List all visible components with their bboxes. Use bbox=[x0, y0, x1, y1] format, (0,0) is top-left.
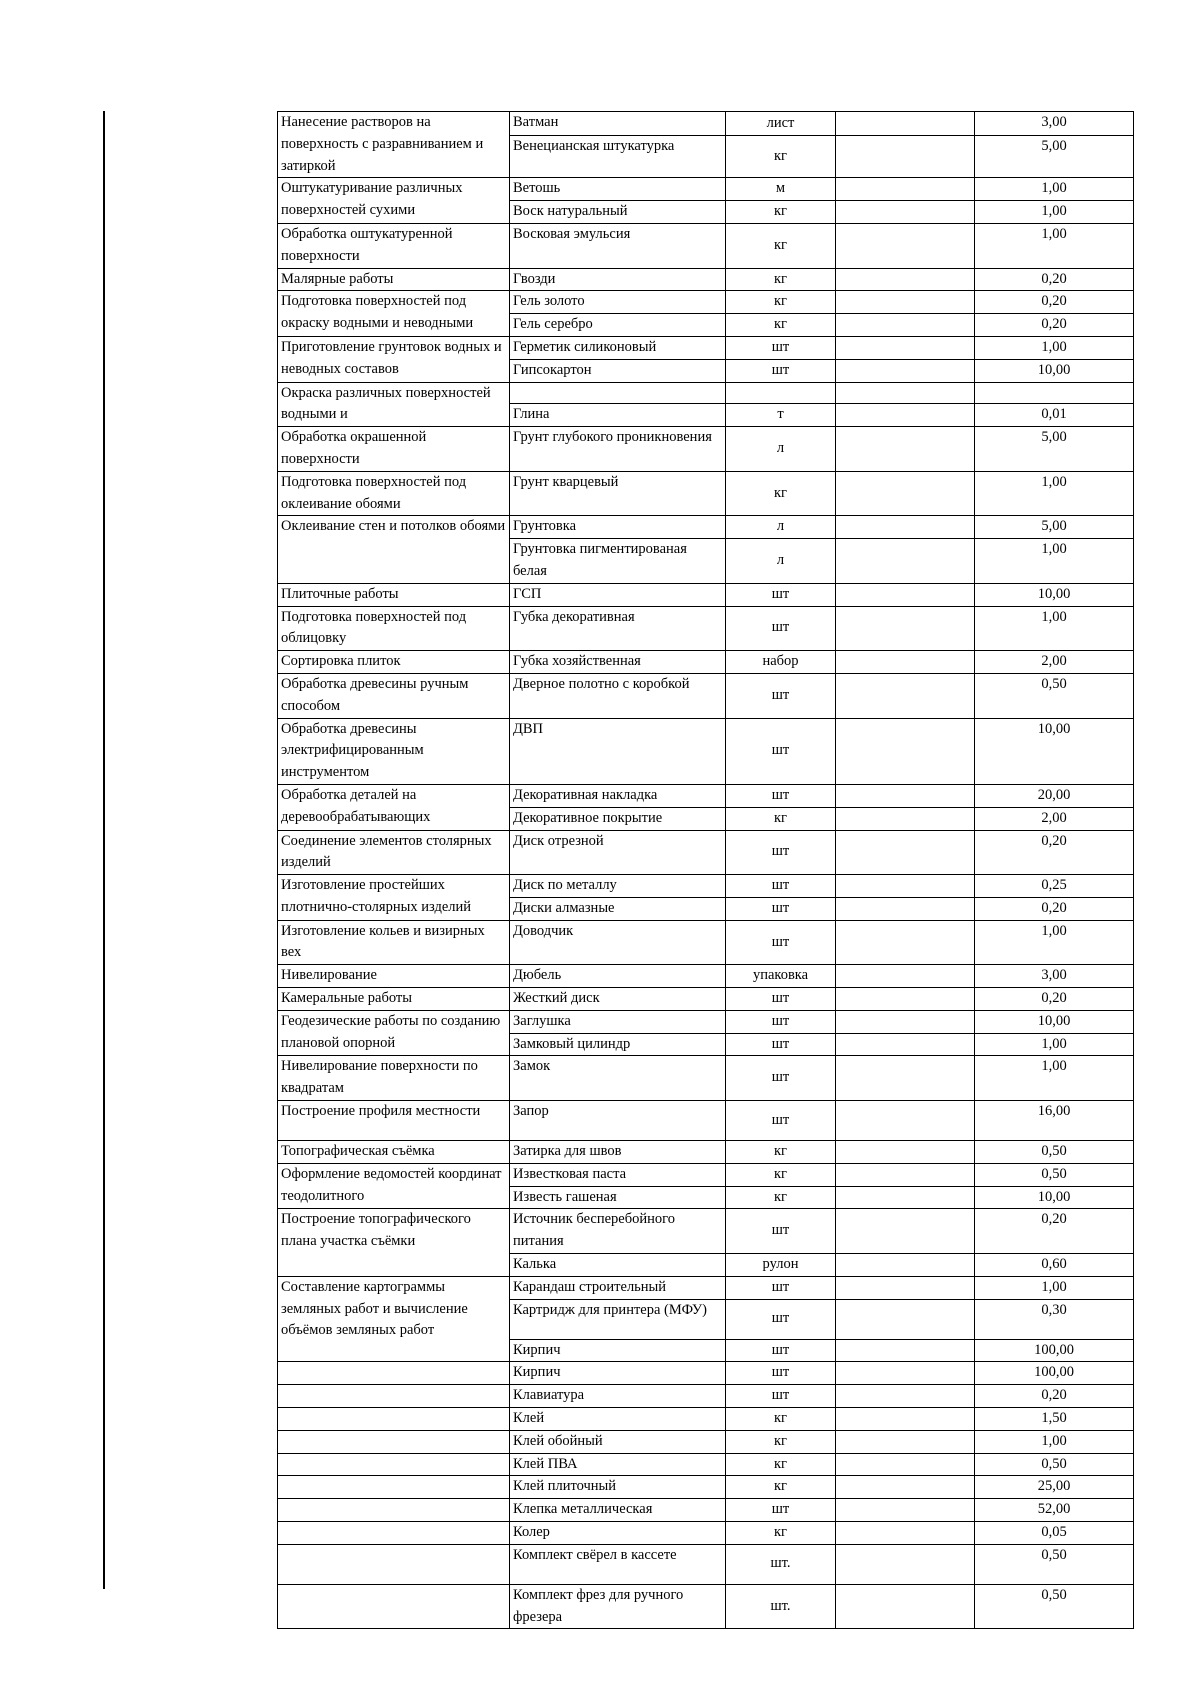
work-type-cell bbox=[278, 1544, 510, 1584]
material-name-cell: Грунт глубокого проникновения bbox=[510, 427, 726, 472]
unit-cell: шт bbox=[726, 875, 836, 898]
work-type-cell: Обработка оштукатуренной поверхности bbox=[278, 223, 510, 268]
material-name-cell: Губка хозяйственная bbox=[510, 651, 726, 674]
empty-cell bbox=[836, 291, 975, 314]
quantity-cell: 0,50 bbox=[975, 1163, 1134, 1186]
unit-cell: шт bbox=[726, 830, 836, 875]
quantity-cell: 20,00 bbox=[975, 784, 1134, 807]
empty-cell bbox=[836, 1499, 975, 1522]
empty-cell bbox=[836, 1584, 975, 1629]
empty-cell bbox=[836, 606, 975, 651]
work-type-cell bbox=[278, 1522, 510, 1545]
material-name-cell: Венецианская штукатурка bbox=[510, 136, 726, 178]
unit-cell: кг bbox=[726, 314, 836, 337]
unit-cell: шт bbox=[726, 673, 836, 718]
work-type-cell: Соединение элементов столярных изделий bbox=[278, 830, 510, 875]
table-row bbox=[278, 606, 1134, 651]
unit-cell: кг bbox=[726, 1408, 836, 1431]
work-type-cell: Нивелирование поверхности по квадратам bbox=[278, 1056, 510, 1101]
empty-cell bbox=[836, 1186, 975, 1209]
unit-cell: рулон bbox=[726, 1254, 836, 1277]
work-type-cell: Обработка древесины электрифицированным инструментом bbox=[278, 718, 510, 784]
quantity-cell: 1,00 bbox=[975, 471, 1134, 516]
work-type-cell bbox=[278, 1453, 510, 1476]
work-type-cell bbox=[278, 1476, 510, 1499]
unit-cell: шт bbox=[726, 1362, 836, 1385]
work-type-cell: Камеральные работы bbox=[278, 988, 510, 1011]
material-name-cell: Диски алмазные bbox=[510, 897, 726, 920]
quantity-cell: 25,00 bbox=[975, 1476, 1134, 1499]
empty-cell bbox=[836, 1254, 975, 1277]
empty-cell bbox=[836, 403, 975, 426]
material-name-cell: Грунтовка пигментированая белая bbox=[510, 539, 726, 584]
material-name-cell: Воск натуральный bbox=[510, 201, 726, 224]
unit-cell: шт. bbox=[726, 1544, 836, 1584]
unit-cell: шт bbox=[726, 583, 836, 606]
unit-cell: шт bbox=[726, 718, 836, 784]
table-row bbox=[278, 1453, 1134, 1476]
empty-cell bbox=[836, 784, 975, 807]
empty-cell bbox=[836, 1209, 975, 1254]
quantity-cell: 10,00 bbox=[975, 1186, 1134, 1209]
material-name-cell: Диск по металлу bbox=[510, 875, 726, 898]
work-type-cell bbox=[278, 1408, 510, 1431]
table-row bbox=[278, 718, 1134, 784]
unit-cell: т bbox=[726, 403, 836, 426]
unit-cell: кг bbox=[726, 201, 836, 224]
quantity-cell: 10,00 bbox=[975, 718, 1134, 784]
table-row bbox=[278, 1499, 1134, 1522]
unit-cell: кг bbox=[726, 807, 836, 830]
work-type-cell: Оформление ведомостей координат теодолитного bbox=[278, 1163, 510, 1209]
material-name-cell: Гвозди bbox=[510, 268, 726, 291]
unit-cell: шт bbox=[726, 1385, 836, 1408]
quantity-cell: 100,00 bbox=[975, 1339, 1134, 1362]
material-name-cell bbox=[510, 382, 726, 403]
quantity-cell: 0,01 bbox=[975, 403, 1134, 426]
table-row bbox=[278, 268, 1134, 291]
quantity-cell: 52,00 bbox=[975, 1499, 1134, 1522]
material-name-cell: Замковый цилиндр bbox=[510, 1033, 726, 1056]
material-name-cell: Кирпич bbox=[510, 1339, 726, 1362]
table-row bbox=[278, 112, 1134, 136]
table-row bbox=[278, 875, 1134, 898]
quantity-cell: 10,00 bbox=[975, 583, 1134, 606]
table-row bbox=[278, 830, 1134, 875]
material-name-cell: Ватман bbox=[510, 112, 726, 136]
empty-cell bbox=[836, 1056, 975, 1101]
quantity-cell: 0,20 bbox=[975, 291, 1134, 314]
work-type-cell: Изготовление простейших плотнично-столярных изделий bbox=[278, 875, 510, 921]
empty-cell bbox=[836, 583, 975, 606]
quantity-cell: 0,50 bbox=[975, 1584, 1134, 1629]
empty-cell bbox=[836, 1010, 975, 1033]
empty-cell bbox=[836, 539, 975, 584]
empty-cell bbox=[836, 314, 975, 337]
empty-cell bbox=[836, 201, 975, 224]
table-row bbox=[278, 1385, 1134, 1408]
table-row bbox=[278, 471, 1134, 516]
quantity-cell: 0,20 bbox=[975, 1209, 1134, 1254]
empty-cell bbox=[836, 875, 975, 898]
quantity-cell: 5,00 bbox=[975, 136, 1134, 178]
material-name-cell: Известковая паста bbox=[510, 1163, 726, 1186]
work-type-cell: Построение топографического плана участка съёмки bbox=[278, 1209, 510, 1276]
table-row bbox=[278, 1476, 1134, 1499]
quantity-cell: 1,00 bbox=[975, 1430, 1134, 1453]
work-type-cell bbox=[278, 1584, 510, 1629]
unit-cell: шт bbox=[726, 606, 836, 651]
unit-cell: шт bbox=[726, 1339, 836, 1362]
unit-cell: кг bbox=[726, 471, 836, 516]
work-type-cell: Топографическая съёмка bbox=[278, 1141, 510, 1164]
table-row bbox=[278, 223, 1134, 268]
unit-cell: набор bbox=[726, 651, 836, 674]
empty-cell bbox=[836, 382, 975, 403]
quantity-cell: 10,00 bbox=[975, 1010, 1134, 1033]
work-type-cell: Обработка древесины ручным способом bbox=[278, 673, 510, 718]
unit-cell bbox=[726, 382, 836, 403]
quantity-cell: 0,20 bbox=[975, 897, 1134, 920]
unit-cell: кг bbox=[726, 268, 836, 291]
table-row bbox=[278, 427, 1134, 472]
work-type-cell: Составление картограммы земляных работ и вычисление объёмов земляных работ bbox=[278, 1276, 510, 1362]
work-type-cell: Плиточные работы bbox=[278, 583, 510, 606]
table-row bbox=[278, 178, 1134, 201]
empty-cell bbox=[836, 136, 975, 178]
material-name-cell: Гель золото bbox=[510, 291, 726, 314]
quantity-cell: 0,20 bbox=[975, 268, 1134, 291]
material-name-cell: Дверное полотно с коробкой bbox=[510, 673, 726, 718]
table-row bbox=[278, 920, 1134, 965]
table-row bbox=[278, 1010, 1134, 1033]
unit-cell: шт bbox=[726, 336, 836, 359]
empty-cell bbox=[836, 223, 975, 268]
material-name-cell: Гель серебро bbox=[510, 314, 726, 337]
table-row bbox=[278, 382, 1134, 403]
work-type-cell: Подготовка поверхностей под окраску водными и неводными bbox=[278, 291, 510, 337]
quantity-cell: 2,00 bbox=[975, 807, 1134, 830]
table-row bbox=[278, 583, 1134, 606]
material-name-cell: Дюбель bbox=[510, 965, 726, 988]
material-name-cell: Декоративное покрытие bbox=[510, 807, 726, 830]
material-name-cell: Клей ПВА bbox=[510, 1453, 726, 1476]
quantity-cell: 1,00 bbox=[975, 201, 1134, 224]
empty-cell bbox=[836, 1408, 975, 1431]
material-name-cell: Карандаш строительный bbox=[510, 1276, 726, 1299]
empty-cell bbox=[836, 471, 975, 516]
material-name-cell: Герметик силиконовый bbox=[510, 336, 726, 359]
material-name-cell: Кирпич bbox=[510, 1362, 726, 1385]
material-name-cell: Ветошь bbox=[510, 178, 726, 201]
work-type-cell: Геодезические работы по созданию плановой опорной bbox=[278, 1010, 510, 1056]
quantity-cell: 2,00 bbox=[975, 651, 1134, 674]
quantity-cell: 0,50 bbox=[975, 1544, 1134, 1584]
empty-cell bbox=[836, 897, 975, 920]
unit-cell: кг bbox=[726, 223, 836, 268]
unit-cell: шт bbox=[726, 920, 836, 965]
table-row bbox=[278, 1522, 1134, 1545]
table-row bbox=[278, 988, 1134, 1011]
table-row bbox=[278, 1163, 1134, 1186]
table-row bbox=[278, 1209, 1134, 1254]
work-type-cell bbox=[278, 1362, 510, 1385]
unit-cell: кг bbox=[726, 1163, 836, 1186]
empty-cell bbox=[836, 1276, 975, 1299]
material-name-cell: Калька bbox=[510, 1254, 726, 1277]
quantity-cell: 1,00 bbox=[975, 1056, 1134, 1101]
quantity-cell: 0,60 bbox=[975, 1254, 1134, 1277]
quantity-cell: 100,00 bbox=[975, 1362, 1134, 1385]
material-name-cell: Источник бесперебойного питания bbox=[510, 1209, 726, 1254]
work-type-cell bbox=[278, 1499, 510, 1522]
material-name-cell: Глина bbox=[510, 403, 726, 426]
empty-cell bbox=[836, 1522, 975, 1545]
unit-cell: кг bbox=[726, 1430, 836, 1453]
table-row bbox=[278, 673, 1134, 718]
quantity-cell: 1,00 bbox=[975, 539, 1134, 584]
unit-cell: л bbox=[726, 427, 836, 472]
empty-cell bbox=[836, 1339, 975, 1362]
empty-cell bbox=[836, 965, 975, 988]
material-name-cell: Восковая эмульсия bbox=[510, 223, 726, 268]
work-type-cell: Оштукатуривание различных поверхностей сухими bbox=[278, 178, 510, 224]
material-name-cell: Гипсокартон bbox=[510, 359, 726, 382]
empty-cell bbox=[836, 1453, 975, 1476]
unit-cell: шт bbox=[726, 1276, 836, 1299]
table-row bbox=[278, 1430, 1134, 1453]
left-margin-line bbox=[103, 111, 105, 1589]
unit-cell: кг bbox=[726, 1476, 836, 1499]
unit-cell: кг bbox=[726, 136, 836, 178]
table-row bbox=[278, 1276, 1134, 1299]
empty-cell bbox=[836, 920, 975, 965]
unit-cell: шт bbox=[726, 1033, 836, 1056]
unit-cell: шт bbox=[726, 1209, 836, 1254]
material-name-cell: Грунт кварцевый bbox=[510, 471, 726, 516]
quantity-cell: 0,20 bbox=[975, 314, 1134, 337]
unit-cell: лист bbox=[726, 112, 836, 136]
material-name-cell: ГСП bbox=[510, 583, 726, 606]
material-name-cell: ДВП bbox=[510, 718, 726, 784]
work-type-cell: Малярные работы bbox=[278, 268, 510, 291]
empty-cell bbox=[836, 1299, 975, 1339]
material-name-cell: Клей bbox=[510, 1408, 726, 1431]
work-type-cell: Подготовка поверхностей под оклеивание обоями bbox=[278, 471, 510, 516]
material-name-cell: Затирка для швов bbox=[510, 1141, 726, 1164]
empty-cell bbox=[836, 1385, 975, 1408]
quantity-cell: 0,30 bbox=[975, 1299, 1134, 1339]
material-name-cell: Запор bbox=[510, 1101, 726, 1141]
empty-cell bbox=[836, 830, 975, 875]
empty-cell bbox=[836, 1101, 975, 1141]
empty-cell bbox=[836, 178, 975, 201]
unit-cell: шт bbox=[726, 988, 836, 1011]
table-row bbox=[278, 1362, 1134, 1385]
work-type-cell: Нанесение растворов на поверхность с разравниванием и затиркой bbox=[278, 112, 510, 178]
empty-cell bbox=[836, 1544, 975, 1584]
unit-cell: упаковка bbox=[726, 965, 836, 988]
work-type-cell: Сортировка плиток bbox=[278, 651, 510, 674]
material-name-cell: Клавиатура bbox=[510, 1385, 726, 1408]
quantity-cell: 0,50 bbox=[975, 1141, 1134, 1164]
quantity-cell: 16,00 bbox=[975, 1101, 1134, 1141]
quantity-cell: 0,50 bbox=[975, 1453, 1134, 1476]
material-name-cell: Комплект свёрел в кассете bbox=[510, 1544, 726, 1584]
unit-cell: кг bbox=[726, 1186, 836, 1209]
empty-cell bbox=[836, 1163, 975, 1186]
quantity-cell: 1,00 bbox=[975, 336, 1134, 359]
quantity-cell: 0,50 bbox=[975, 673, 1134, 718]
materials-table bbox=[277, 111, 1134, 1629]
empty-cell bbox=[836, 651, 975, 674]
material-name-cell: Заглушка bbox=[510, 1010, 726, 1033]
empty-cell bbox=[836, 1033, 975, 1056]
unit-cell: шт bbox=[726, 359, 836, 382]
empty-cell bbox=[836, 807, 975, 830]
quantity-cell: 1,50 bbox=[975, 1408, 1134, 1431]
work-type-cell: Подготовка поверхностей под облицовку bbox=[278, 606, 510, 651]
material-name-cell: Комплект фрез для ручного фрезера bbox=[510, 1584, 726, 1629]
unit-cell: кг bbox=[726, 1522, 836, 1545]
material-name-cell: Грунтовка bbox=[510, 516, 726, 539]
empty-cell bbox=[836, 1141, 975, 1164]
quantity-cell: 3,00 bbox=[975, 112, 1134, 136]
unit-cell: л bbox=[726, 516, 836, 539]
quantity-cell: 1,00 bbox=[975, 1033, 1134, 1056]
unit-cell: шт bbox=[726, 1101, 836, 1141]
quantity-cell: 1,00 bbox=[975, 606, 1134, 651]
work-type-cell bbox=[278, 1430, 510, 1453]
quantity-cell: 0,20 bbox=[975, 830, 1134, 875]
unit-cell: шт bbox=[726, 784, 836, 807]
unit-cell: шт. bbox=[726, 1584, 836, 1629]
quantity-cell: 0,20 bbox=[975, 988, 1134, 1011]
table-row bbox=[278, 784, 1134, 807]
quantity-cell: 5,00 bbox=[975, 427, 1134, 472]
material-name-cell: Клей обойный bbox=[510, 1430, 726, 1453]
empty-cell bbox=[836, 359, 975, 382]
empty-cell bbox=[836, 268, 975, 291]
empty-cell bbox=[836, 988, 975, 1011]
work-type-cell: Окраска различных поверхностей водными и bbox=[278, 382, 510, 427]
empty-cell bbox=[836, 427, 975, 472]
quantity-cell: 1,00 bbox=[975, 1276, 1134, 1299]
quantity-cell: 0,25 bbox=[975, 875, 1134, 898]
material-name-cell: Доводчик bbox=[510, 920, 726, 965]
quantity-cell: 10,00 bbox=[975, 359, 1134, 382]
material-name-cell: Клепка металлическая bbox=[510, 1499, 726, 1522]
unit-cell: шт bbox=[726, 1056, 836, 1101]
table-row bbox=[278, 1408, 1134, 1431]
work-type-cell: Оклеивание стен и потолков обоями bbox=[278, 516, 510, 583]
unit-cell: кг bbox=[726, 1141, 836, 1164]
material-name-cell: Декоративная накладка bbox=[510, 784, 726, 807]
work-type-cell: Обработка окрашенной поверхности bbox=[278, 427, 510, 472]
work-type-cell: Изготовление кольев и визирных вех bbox=[278, 920, 510, 965]
empty-cell bbox=[836, 718, 975, 784]
unit-cell: м bbox=[726, 178, 836, 201]
unit-cell: шт bbox=[726, 1299, 836, 1339]
empty-cell bbox=[836, 336, 975, 359]
unit-cell: шт bbox=[726, 897, 836, 920]
material-name-cell: Губка декоративная bbox=[510, 606, 726, 651]
table-row bbox=[278, 1584, 1134, 1629]
empty-cell bbox=[836, 516, 975, 539]
table-row bbox=[278, 1101, 1134, 1141]
empty-cell bbox=[836, 673, 975, 718]
quantity-cell: 5,00 bbox=[975, 516, 1134, 539]
table-row bbox=[278, 1544, 1134, 1584]
empty-cell bbox=[836, 1362, 975, 1385]
empty-cell bbox=[836, 1476, 975, 1499]
unit-cell: кг bbox=[726, 1453, 836, 1476]
table-row bbox=[278, 516, 1134, 539]
quantity-cell: 0,05 bbox=[975, 1522, 1134, 1545]
table-row bbox=[278, 336, 1134, 359]
unit-cell: шт bbox=[726, 1499, 836, 1522]
quantity-cell: 1,00 bbox=[975, 223, 1134, 268]
quantity-cell: 1,00 bbox=[975, 920, 1134, 965]
empty-cell bbox=[836, 112, 975, 136]
quantity-cell: 1,00 bbox=[975, 178, 1134, 201]
unit-cell: шт bbox=[726, 1010, 836, 1033]
material-name-cell: Известь гашеная bbox=[510, 1186, 726, 1209]
work-type-cell: Нивелирование bbox=[278, 965, 510, 988]
work-type-cell: Построение профиля местности bbox=[278, 1101, 510, 1141]
table-row bbox=[278, 965, 1134, 988]
unit-cell: л bbox=[726, 539, 836, 584]
material-name-cell: Диск отрезной bbox=[510, 830, 726, 875]
table-row bbox=[278, 1141, 1134, 1164]
table-row bbox=[278, 291, 1134, 314]
table-row bbox=[278, 651, 1134, 674]
material-name-cell: Клей плиточный bbox=[510, 1476, 726, 1499]
quantity-cell: 3,00 bbox=[975, 965, 1134, 988]
material-name-cell: Колер bbox=[510, 1522, 726, 1545]
quantity-cell bbox=[975, 382, 1134, 403]
quantity-cell: 0,20 bbox=[975, 1385, 1134, 1408]
work-type-cell: Обработка деталей на деревообрабатывающих bbox=[278, 784, 510, 830]
unit-cell: кг bbox=[726, 291, 836, 314]
material-name-cell: Картридж для принтера (МФУ) bbox=[510, 1299, 726, 1339]
work-type-cell: Приготовление грунтовок водных и неводных составов bbox=[278, 336, 510, 382]
material-name-cell: Замок bbox=[510, 1056, 726, 1101]
material-name-cell: Жесткий диск bbox=[510, 988, 726, 1011]
table-row bbox=[278, 1056, 1134, 1101]
work-type-cell bbox=[278, 1385, 510, 1408]
empty-cell bbox=[836, 1430, 975, 1453]
